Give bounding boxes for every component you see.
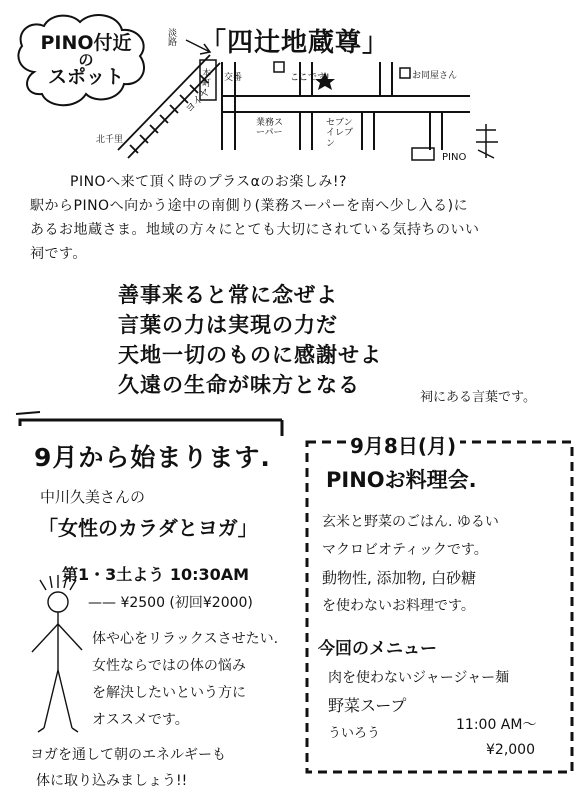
yoga-title: 9月から始まります. xyxy=(34,443,271,472)
motto-block xyxy=(118,280,382,400)
intro-line: 駅からPINOへ向かう途中の南側り(業務スーパーを南へ少し入る)に xyxy=(30,198,469,214)
map-label-honmachi: 本町 xyxy=(202,69,212,89)
cloud-line2: の xyxy=(78,51,94,69)
cooking-desc-line: を使わないお料理です。 xyxy=(322,598,475,614)
map-label-ohakaya: お同屋さん xyxy=(412,71,458,81)
cooking-desc-line: マクロビオティックです。 xyxy=(322,542,488,558)
map-label-seven: セブンイレブン xyxy=(326,118,354,149)
spot-cloud-label xyxy=(28,34,144,87)
map-label-road: ヨイヤ xyxy=(183,86,213,116)
intro-text xyxy=(30,170,480,266)
yoga-desc-line: オススメです。 xyxy=(92,712,189,728)
yoga-footer-line: 体に取り込みましょう!! xyxy=(36,773,188,789)
yoga-footer xyxy=(30,742,226,794)
menu-list xyxy=(328,664,509,748)
yoga-footer-line: ヨガを通して朝のエネルギーも xyxy=(30,747,226,763)
menu-heading: 今回のメニュー xyxy=(318,639,437,659)
yoga-class-name: 「女性のカラダとヨガ」 xyxy=(38,516,258,540)
cloud-line1: PINO付近 xyxy=(40,32,132,54)
stick-figure-drawing xyxy=(32,575,82,732)
motto-line: 天地一切のものに感謝せよ xyxy=(118,343,382,367)
yoga-frame xyxy=(20,420,282,436)
yoga-instructor: 中川久美さんの xyxy=(40,488,146,506)
intro-line: PINOへ来て頂く時のプラスαのお楽しみ!? xyxy=(70,174,347,190)
cooking-title: PINOお料理会. xyxy=(326,468,477,492)
page-title: 「四辻地蔵尊」 xyxy=(200,28,390,58)
cooking-price: ¥2,000 xyxy=(486,742,535,758)
map-label-gyomu: 業務スーパー xyxy=(256,118,284,139)
map-label-pino: PINO xyxy=(442,152,467,163)
yoga-desc-line: 女性ならではの体の悩み xyxy=(92,658,246,674)
menu-item: ういろう xyxy=(328,726,381,741)
cooking-desc-line: 動物性, 添加物, 白砂糖 xyxy=(322,569,477,587)
menu-item: 野菜スープ xyxy=(328,696,407,715)
cooking-time: 11:00 AM～ xyxy=(456,717,537,733)
yoga-schedule: 第1・3土よう 10:30AM xyxy=(62,565,250,584)
map-label-koko: ここです! xyxy=(290,73,330,83)
cooking-desc-line: 玄米と野菜のごはん. ゆるい xyxy=(322,514,499,530)
yoga-description xyxy=(92,626,278,734)
yoga-desc-line: 体や心をリラックスさせたい. xyxy=(92,631,279,647)
map-label-kohyo: 交番 xyxy=(224,73,243,83)
intro-line: あるお地蔵さま。地域の方々にとても大切にされている気持ちのいい xyxy=(30,222,480,238)
motto-line: 久遠の生命が味方となる xyxy=(118,373,360,397)
cooking-date: 9月8日(月) xyxy=(346,430,460,459)
intro-line: 祠です。 xyxy=(30,246,87,262)
cooking-description xyxy=(322,508,499,620)
motto-note: 祠にある言葉です。 xyxy=(420,390,536,405)
motto-line: 善事来ると常に念ぜよ xyxy=(118,283,338,307)
yoga-desc-line: を解決したいという方に xyxy=(92,685,246,701)
menu-item: 肉を使わないジャージャー麺 xyxy=(328,670,510,686)
map-label-awaji: 淡路 xyxy=(168,29,178,48)
yoga-price: —— ¥2500 (初回¥2000) xyxy=(88,595,253,611)
motto-line: 言葉の力は実現の力だ xyxy=(118,313,338,337)
map-label-kitahara: 北千里 xyxy=(96,135,124,145)
cloud-line3: スポット xyxy=(47,66,124,88)
